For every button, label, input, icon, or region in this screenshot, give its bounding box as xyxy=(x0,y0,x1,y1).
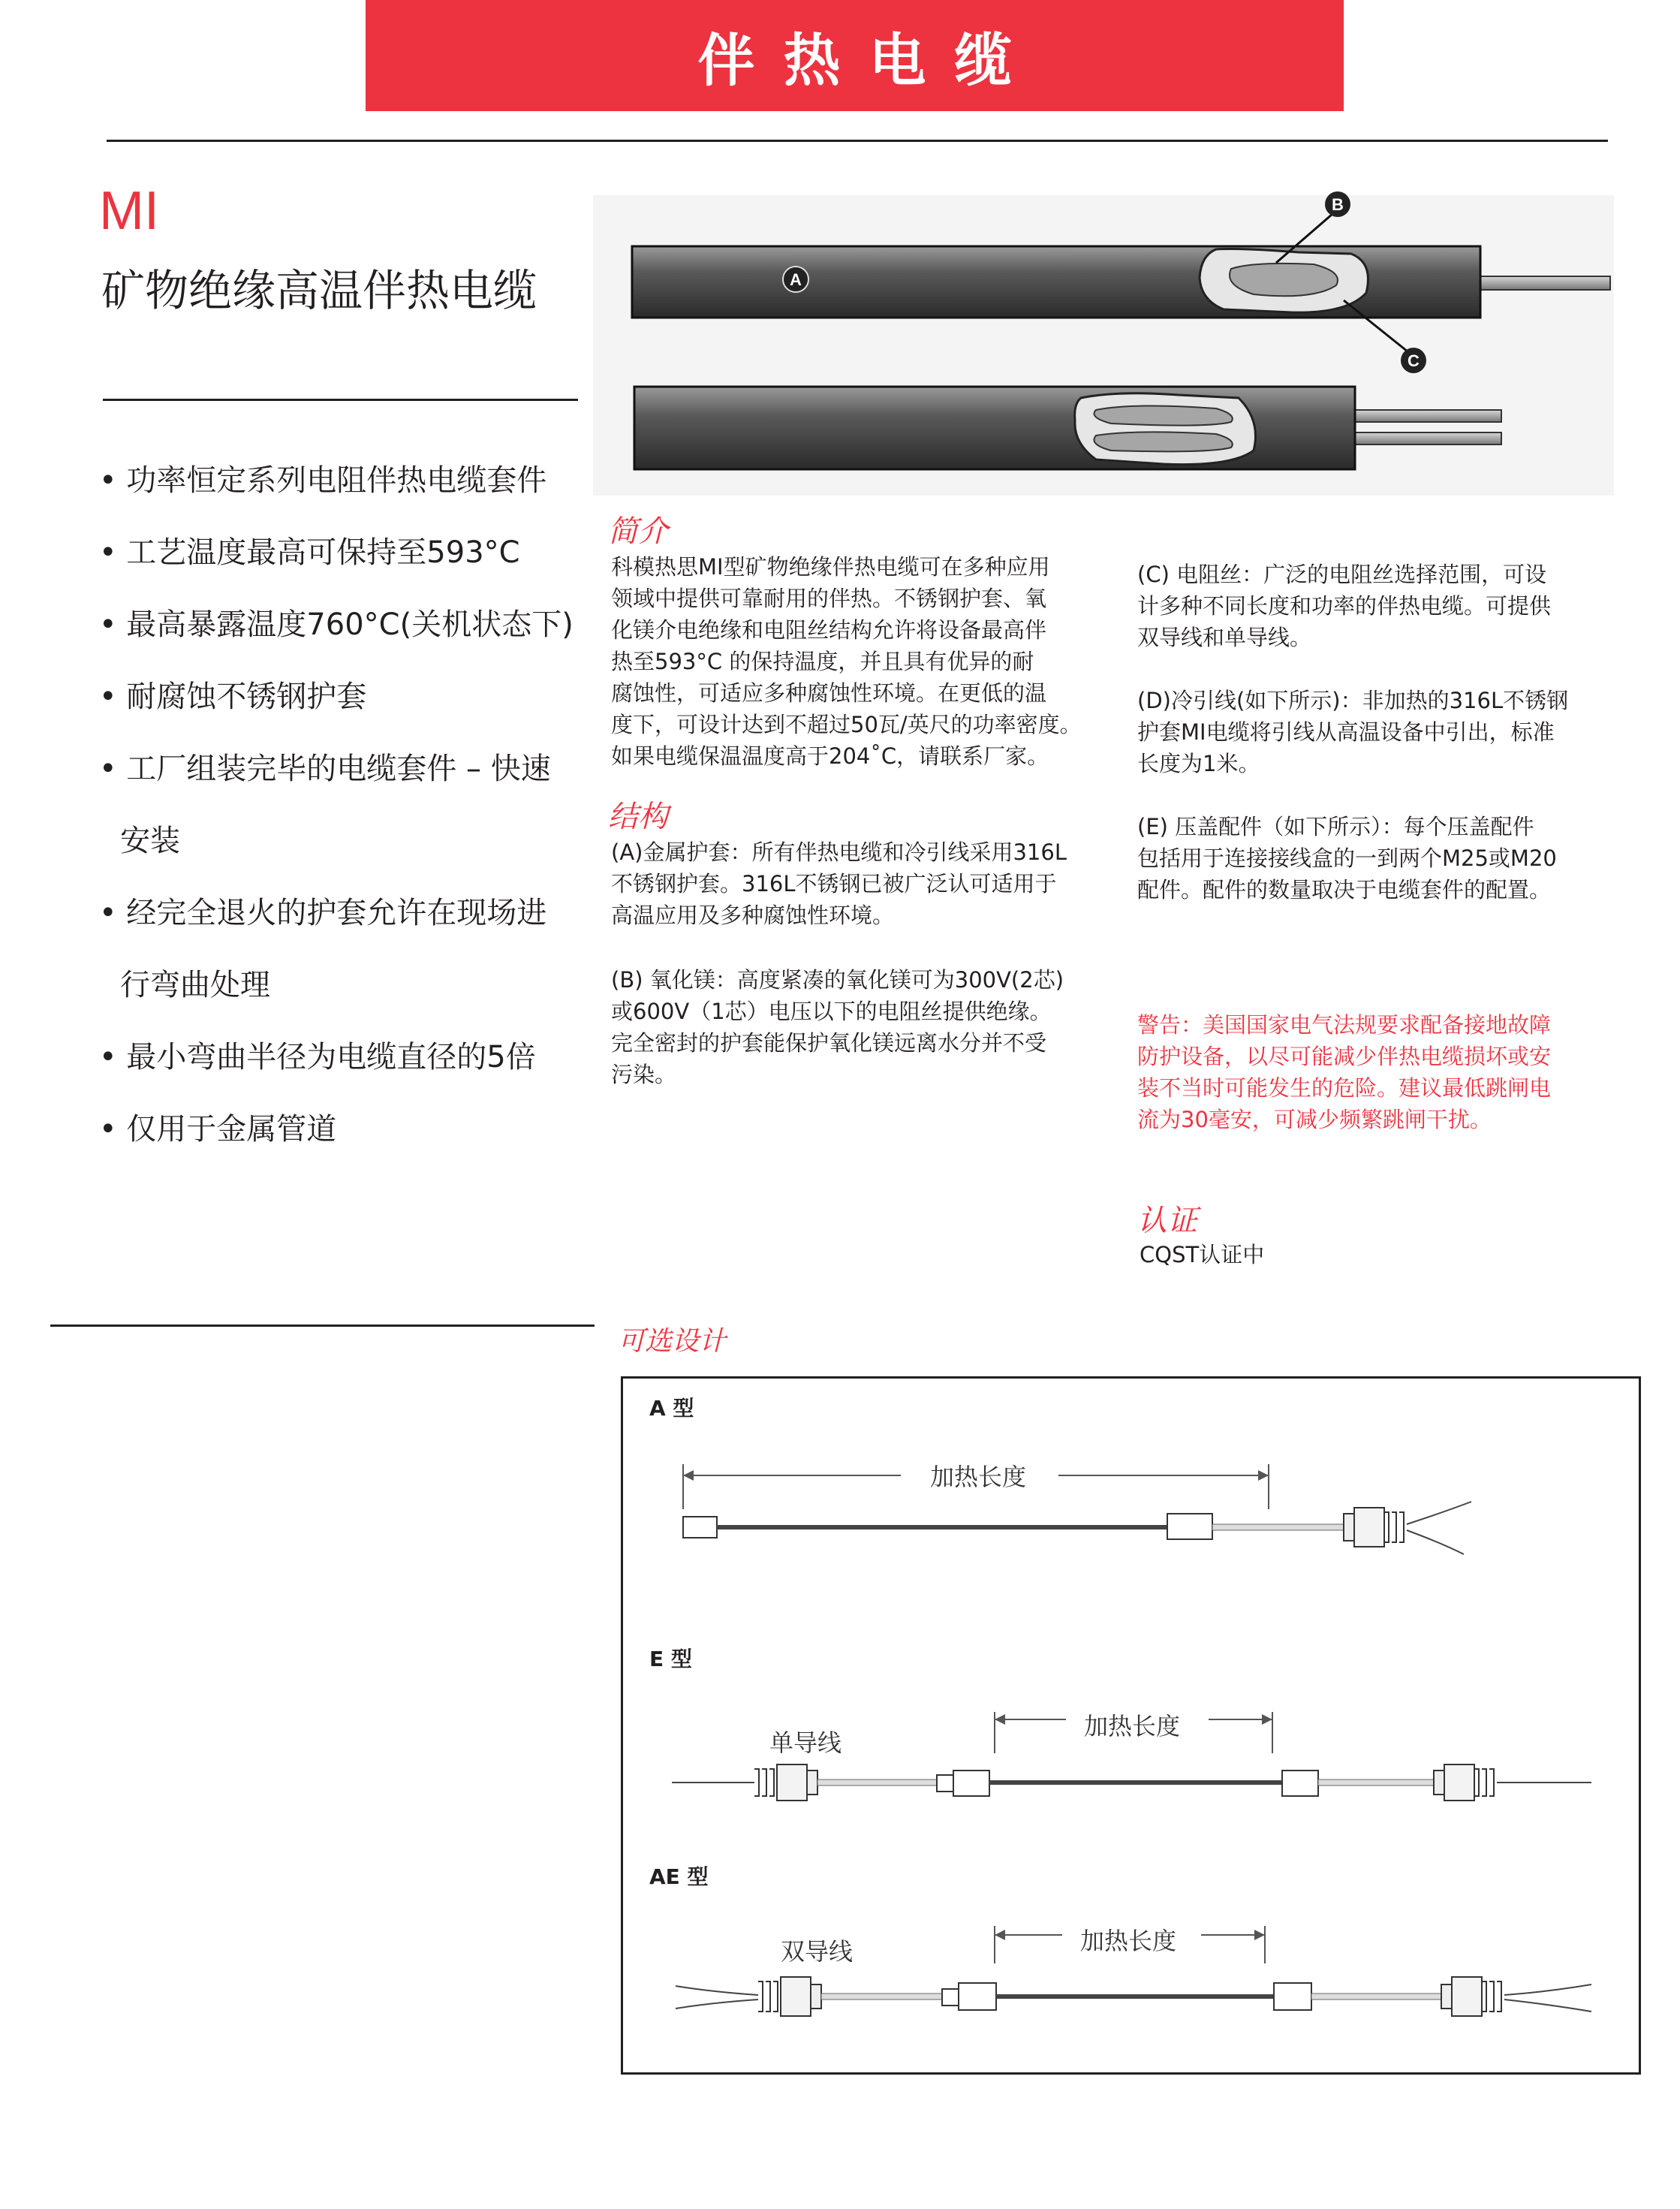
text-line: 配件。配件的数量取决于电缆套件的配置。 xyxy=(1137,877,1552,903)
section-divider xyxy=(50,1324,595,1327)
text-line: 不锈钢护套。316L不锈钢已被广泛认可适用于 xyxy=(611,871,1057,897)
type-ae-diagram xyxy=(653,1911,1629,2031)
structure-b-body xyxy=(611,964,1064,1090)
gland-fitting xyxy=(1444,1764,1474,1801)
gland-fitting-body xyxy=(1137,811,1557,906)
feature-item: • 最高暴露温度760°C(关机状态下) xyxy=(99,607,574,642)
splice xyxy=(959,1983,996,2010)
text-line: 或600V（1芯）电压以下的电阻丝提供绝缘。 xyxy=(611,999,1052,1024)
feature-list xyxy=(99,455,574,1176)
marker-c-label: C xyxy=(1408,351,1420,370)
text-line: 完全密封的护套能保护氧化镁远离水分并不受 xyxy=(611,1030,1047,1056)
type-e-length-label: 加热长度 xyxy=(1073,1707,1191,1742)
text-line: 警告：美国国家电气法规要求配备接地故障 xyxy=(1137,1012,1552,1038)
text-line: 腐蚀性，可适应多种腐蚀性环境。在更低的温 xyxy=(611,680,1047,706)
type-a-diagram xyxy=(653,1449,1629,1569)
splice xyxy=(1167,1514,1212,1539)
text-line: 长度为1米。 xyxy=(1137,751,1260,776)
structure-heading: 结构 xyxy=(608,800,668,834)
splice xyxy=(1282,1771,1318,1796)
type-ae-lead-label: 双导线 xyxy=(781,1937,854,1966)
heating-wire xyxy=(1094,405,1233,425)
conductor-wire xyxy=(1351,410,1501,422)
certification-text: CQST认证中 xyxy=(1140,1242,1265,1267)
text-line: 高温应用及多种腐蚀性环境。 xyxy=(611,903,895,928)
header-banner xyxy=(366,0,1344,111)
splice xyxy=(953,1771,989,1796)
intro-body xyxy=(611,551,1082,772)
product-name: 矿物绝缘高温伴热电缆 xyxy=(101,265,537,316)
feature-item: • 最小弯曲半径为电缆直径的5倍 xyxy=(99,1040,536,1074)
text-line: 度下，可设计达到不超过50瓦/英尺的功率密度。 xyxy=(611,712,1082,737)
cable-cutaway-figure xyxy=(593,180,1614,496)
intro-heading: 简介 xyxy=(608,514,668,549)
conductor-wire xyxy=(1479,276,1610,290)
heating-wire xyxy=(1230,264,1338,296)
text-line: 计多种不同长度和功率的伴热电缆。可提供 xyxy=(1137,593,1552,619)
gland-fitting xyxy=(1354,1508,1384,1547)
type-ae-label: AE 型 xyxy=(649,1864,709,1889)
type-e-diagram xyxy=(653,1697,1629,1810)
text-line: (B) 氧化镁：高度紧凑的氧化镁可为300V(2芯) xyxy=(611,967,1064,993)
feature-item-continued: 安装 xyxy=(120,824,180,858)
text-line: 领域中提供可靠耐用的伴热。不锈钢护套、氧 xyxy=(611,586,1047,611)
text-line: (C) 电阻丝：广泛的电阻丝选择范围，可设 xyxy=(1137,562,1547,587)
certification-heading: 认证 xyxy=(1137,1204,1197,1238)
gland-fitting xyxy=(781,1977,811,2016)
options-heading: 可选设计 xyxy=(618,1326,727,1357)
text-line: (D)冷引线(如下所示)：非加热的316L不锈钢 xyxy=(1137,688,1569,713)
text-line: 化镁介电绝缘和电阻丝结构允许将设备最高伴 xyxy=(611,617,1047,643)
magnesium-oxide-cutaway xyxy=(1075,393,1256,465)
structure-a-body xyxy=(611,836,1067,931)
type-a-length-label: 加热长度 xyxy=(920,1458,1037,1493)
feature-item: • 经完全退火的护套允许在现场进 xyxy=(99,896,547,930)
text-line: 防护设备，以尽可能减少伴热电缆损坏或安 xyxy=(1137,1044,1552,1069)
type-ae-length-label: 加热长度 xyxy=(1070,1922,1187,1957)
top-divider xyxy=(107,140,1608,142)
text-line: 双导线和单导线。 xyxy=(1137,625,1312,650)
feature-item: • 工厂组装完毕的电缆套件 – 快速 xyxy=(99,752,551,786)
text-line: (A)金属护套：所有伴热电缆和冷引线采用316L xyxy=(611,839,1067,865)
splice xyxy=(1274,1983,1311,2010)
product-code: MI xyxy=(99,181,159,241)
heating-cable xyxy=(996,1994,1274,1999)
text-line: (E) 压盖配件（如下所示）：每个压盖配件 xyxy=(1137,814,1534,839)
text-line: 污染。 xyxy=(611,1062,677,1087)
conductor-wire xyxy=(1351,432,1501,445)
resistance-wire-body xyxy=(1137,559,1551,653)
feature-item: • 功率恒定系列电阻伴热电缆套件 xyxy=(99,463,547,498)
gland-fitting xyxy=(1452,1977,1482,2016)
title-divider xyxy=(103,399,578,401)
warning-text xyxy=(1137,1009,1551,1135)
page-title: 伴热电缆 xyxy=(697,26,1040,94)
heating-cable xyxy=(717,1525,1167,1529)
marker-b-label: B xyxy=(1332,195,1344,214)
end-cap xyxy=(683,1517,717,1538)
text-line: 包括用于连接接线盒的一到两个M25或M20 xyxy=(1137,845,1557,871)
heating-wire xyxy=(1094,432,1233,451)
marker-a-label: A xyxy=(790,270,802,289)
feature-item-continued: 行弯曲处理 xyxy=(120,968,270,1002)
heating-cable xyxy=(989,1780,1282,1785)
cold-lead-body xyxy=(1137,685,1568,779)
text-line: 科模热思MI型矿物绝缘伴热电缆可在多种应用 xyxy=(611,554,1050,580)
text-line: 如果电缆保温温度高于204˚C，请联系厂家。 xyxy=(611,743,1049,769)
type-e-lead-label: 单导线 xyxy=(769,1728,842,1757)
feature-item: • 工艺温度最高可保持至593°C xyxy=(99,535,520,570)
text-line: 装不当时可能发生的危险。建议最低跳闸电 xyxy=(1137,1075,1552,1101)
type-a-label: A 型 xyxy=(649,1396,694,1421)
feature-item: • 仅用于金属管道 xyxy=(99,1112,337,1147)
text-line: 护套MI电缆将引线从高温设备中引出，标准 xyxy=(1137,719,1555,745)
type-e-label: E 型 xyxy=(649,1647,692,1671)
cold-lead xyxy=(1311,1994,1454,2000)
feature-item: • 耐腐蚀不锈钢护套 xyxy=(99,680,367,714)
gland-fitting xyxy=(777,1764,807,1801)
cold-lead xyxy=(1212,1524,1344,1530)
text-line: 热至593°C 的保持温度，并且具有优异的耐 xyxy=(611,649,1034,674)
text-line: 流为30毫安，可减少频繁跳闸干扰。 xyxy=(1137,1107,1492,1132)
